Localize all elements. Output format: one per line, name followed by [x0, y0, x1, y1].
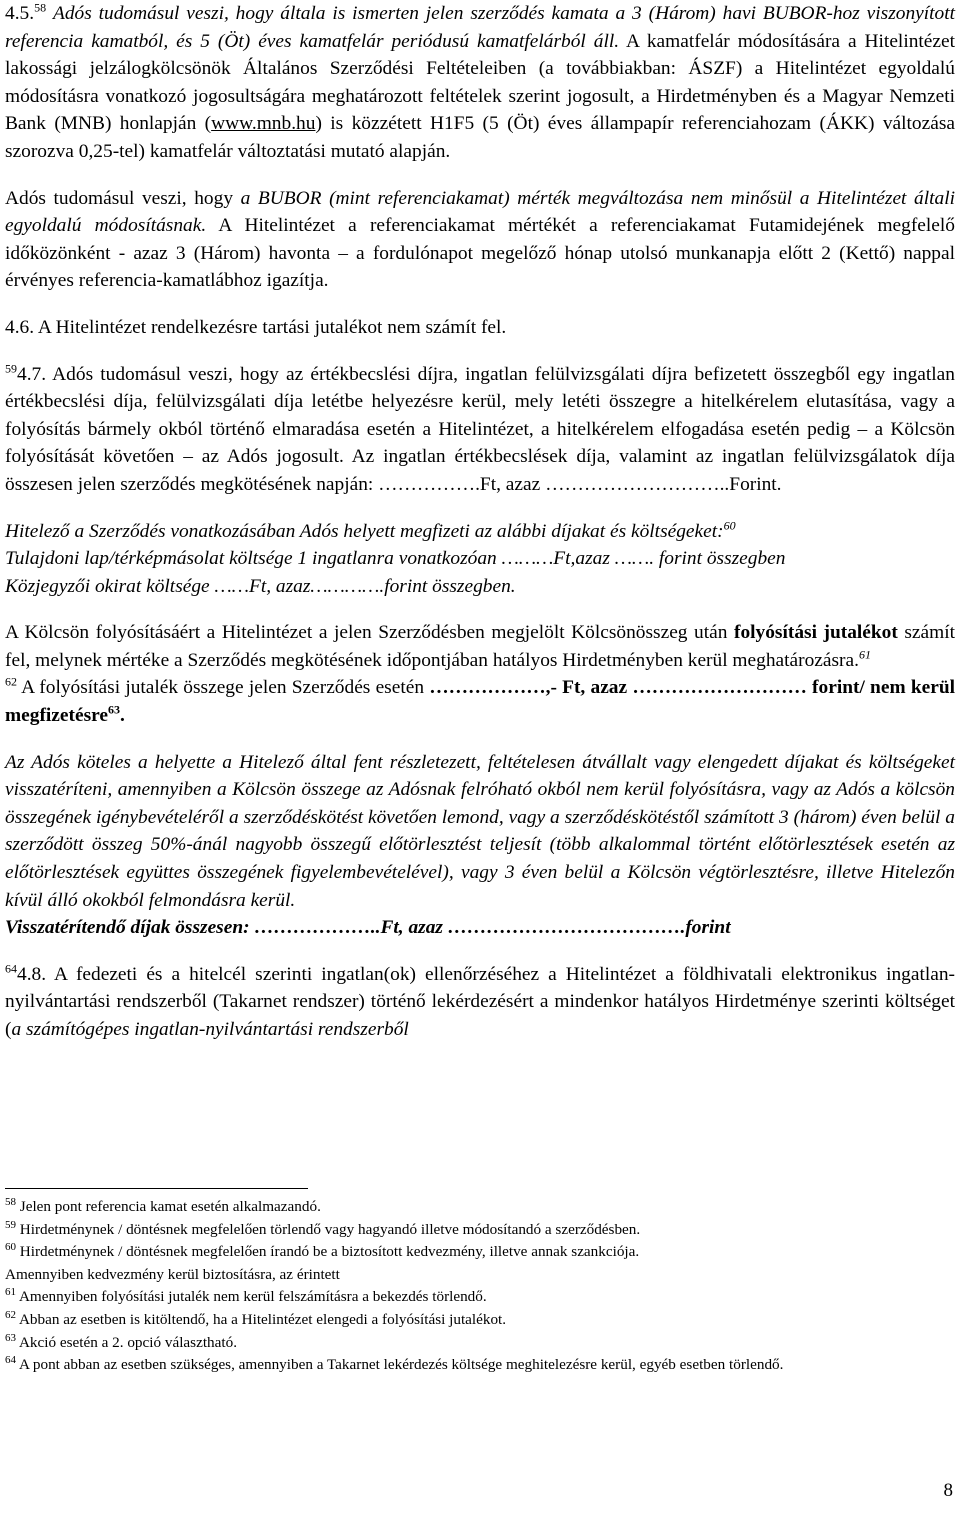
footnote-61: $^{61}$ Amennyiben folyósítási jutalék nem kerül felszámításra a bekezdés törlendő. [5, 1286, 487, 1306]
footnote-ref-62[interactable]: 62 [5, 675, 17, 689]
footnote-ref-63[interactable]: 63 [107, 702, 120, 717]
footnote-58: $^{58}$ Jelen pont referencia kamat esetén alkalmazandó. [5, 1195, 321, 1215]
disbursement-amount-text: A folyósítási jutalék összege jelen Szerződés esetén [17, 677, 430, 699]
disbursement-amount-bold: ………………,- Ft, azaz ……………………… forint/ nem kerül megfizetésre [5, 677, 955, 727]
disbursement-fee-paragraph [5, 619, 955, 674]
footnote-60: $^{60}$ Hirdetménynek / döntésnek megfelelően írandó be a biztosított kedvezmény, illetve annak szankciója. [5, 1241, 640, 1261]
footnote-59: $^{59}$ Hirdetménynek / döntésnek megfelelően törlendő vagy hagyandó illetve módosítandó a szerződésben. [5, 1218, 641, 1238]
bubor-paragraph [5, 185, 955, 295]
footnote-64: $^{64}$ A pont abban az esetben szükséges, amennyiben a Takarnet lekérdezés költsége meghitelezésre kerül, egyéb esetben törlendő. [5, 1354, 784, 1374]
section-4-5-italic: Adós tudomásul veszi, hogy általa is ismerten jelen szerződés kamata a 3 (Három) havi BUBOR-hoz viszonyított referencia kamatból, és 5 (Öt) éves kamatfelár periódusú kamatfelárból áll. [5, 3, 955, 52]
document-page [5, 0, 955, 1044]
section-4-8-italic: a számítógépes ingatlan-nyilvántartási rendszerből [11, 1019, 409, 1040]
footnote-ref-58[interactable]: 58 [34, 0, 47, 15]
footnote-ref-61[interactable]: 61 [858, 647, 871, 662]
fee-notary: Közjegyzői okirat költsége ……Ft, azaz………….forint összegben. [5, 575, 516, 597]
footnote-ref-59[interactable]: 59 [5, 361, 17, 376]
footnote-60-cont: Amennyiben kedvezmény kerül biztosításra, az érintett [5, 1265, 340, 1283]
section-4-6: 4.6. A Hitelintézet rendelkezésre tartási jutalékot nem számít fel. [5, 316, 507, 338]
bubor-text-a: Adós tudomásul veszi, hogy [5, 187, 241, 209]
footnotes [5, 1196, 955, 1377]
fee-land-registry: Tulajdoni lap/térképmásolat költsége 1 ingatlanra vonatkozóan ………Ft,azaz ……. forint összegben [5, 548, 786, 570]
disbursement-bold: folyósítási jutalékot [734, 622, 898, 644]
footnote-62: $^{62}$ Abban az esetben is kitöltendő, ha a Hitelintézet elengedi a folyósítási jutalékot. [5, 1308, 507, 1328]
reimbursement-paragraph [5, 749, 955, 942]
mnb-link[interactable]: www.mnb.hu [211, 113, 316, 135]
section-4-5-text-a: A kamatfelár módosítására a Hitelintézet lakossági jelzálogkölcsönök Általános Szerződési Feltételeiben (a továbbiakban: ÁSZF) a Hitelintézet egyoldalú módosításra vonatkozó jogosultságára meghatározott feltételek szerint jogosult, a Hirdetményben és a Magyar Nemzeti Bank (MNB) honlapján ( [5, 30, 955, 135]
fees-intro: Hitelező a Szerződés vonatkozásában Adós helyett megfizeti az alábbi díjakat és költségeket: [5, 520, 724, 542]
disbursement-amount-paragraph [5, 674, 955, 729]
footnote-63: $^{63}$ Akció esetén a 2. opció választható. [5, 1331, 237, 1351]
disbursement-text-a: A Kölcsön folyósításáért a Hitelintézet a jelen Szerződésben megjelölt Kölcsönösszeg után [5, 622, 734, 644]
bubor-text-b: A Hitelintézet a referenciakamat mértékét a referenciakamat Futamidejének megfelelő időközönként - azaz 3 (Három) havonta – a fordulónapot megelőző hónap utolsó munkanapja előtt 2 (Kettő) nappal érvényes referencia-kamatlábhoz igazítja. [5, 215, 955, 292]
section-4-8-text: 4.8. A fedezeti és a hitelcél szerinti ingatlan(ok) ellenőrzéséhez a Hitelintézet a földhivatali elektronikus ingatlan-nyilvántartási rendszerből (Takarnet rendszer) történő lekérdezésért a mindenkor hatályos Hirdetménye szerinti költséget ( [5, 963, 955, 1040]
reimbursement-total: Visszatérítendő díjak összesen: ………………..Ft, azaz ……………………………….forint [5, 917, 731, 939]
section-number: 4.5. [5, 3, 35, 24]
footnote-separator [5, 1188, 308, 1189]
section-4-7-text: 4.7. Adós tudomásul veszi, hogy az értékbecslési díjra, ingatlan felülvizsgálati díjra befizetett összegből egy ingatlan értékbecslési díja, felülvizsgálati díja letétbe helyezésre kerül, mely letéti összegre a hitelkérelem elutasítása, vagy a folyósítás bármely okból történő elmaradása esetén a Hitelintézet, a hitelkérelem elfogadása esetén pedig – a Kölcsön folyósítását követően – az Adós jogosult. Az ingatlan értékbecslések díja, valamint az ingatlan felülvizsgálatok díja összesen jelen szerződés megkötésének napján: …………….Ft, azaz ………………………..Forint. [5, 363, 955, 495]
page-number: 8 [943, 1480, 953, 1501]
footnote-ref-60[interactable]: 60 [723, 518, 736, 533]
reimbursement-text: Az Adós köteles a helyette a Hitelező által fent részletezett, feltételesen átvállalt vagy elengedett díjakat és költségeket visszatéríteni, amennyiben a Kölcsön összege az Adósnak felróható okból nem kerül folyósításra, vagy az Adós a kölcsön összegének igénybevételéről a szerződéskötést követően lemond, vagy a szerződéskötéstől számított 3 (három) éven belül a szerződött összeg 50%-ánál nagyobb összegű előtörlesztést teljesít (több alkalommal történt előtörlesztések esetén az előtörlesztések együttes összegének figyelembevételével), vagy 3 éven belül a Kölcsön végtörlesztésre, illetve Hitelezőn kívül álló okokból felmondásra kerül. [5, 751, 955, 911]
bubor-italic: a BUBOR (mint referenciakamat) mérték megváltozása nem minősül a Hitelintézet általi egyoldalú módosításnak. [5, 187, 955, 237]
section-4-5 [5, 0, 955, 166]
period: . [119, 705, 125, 727]
section-4-8 [5, 961, 955, 1044]
footnote-ref-64[interactable]: 64 [5, 961, 17, 976]
disbursement-text-b: számít fel, melynek mértéke a Szerződés megkötésének időpontjában hatályos Hirdetményben kerül meghatározásra. [5, 622, 955, 671]
section-4-5-text-b: ) is közzétett H1F5 (5 (Öt) éves állampapír referenciahozam (ÁKK) változása szorozva 0,25-tel) kamatfelár változtatási mutató alapján. [5, 113, 955, 162]
fees-paid-by-lender [5, 518, 955, 601]
section-4-7 [5, 361, 955, 499]
